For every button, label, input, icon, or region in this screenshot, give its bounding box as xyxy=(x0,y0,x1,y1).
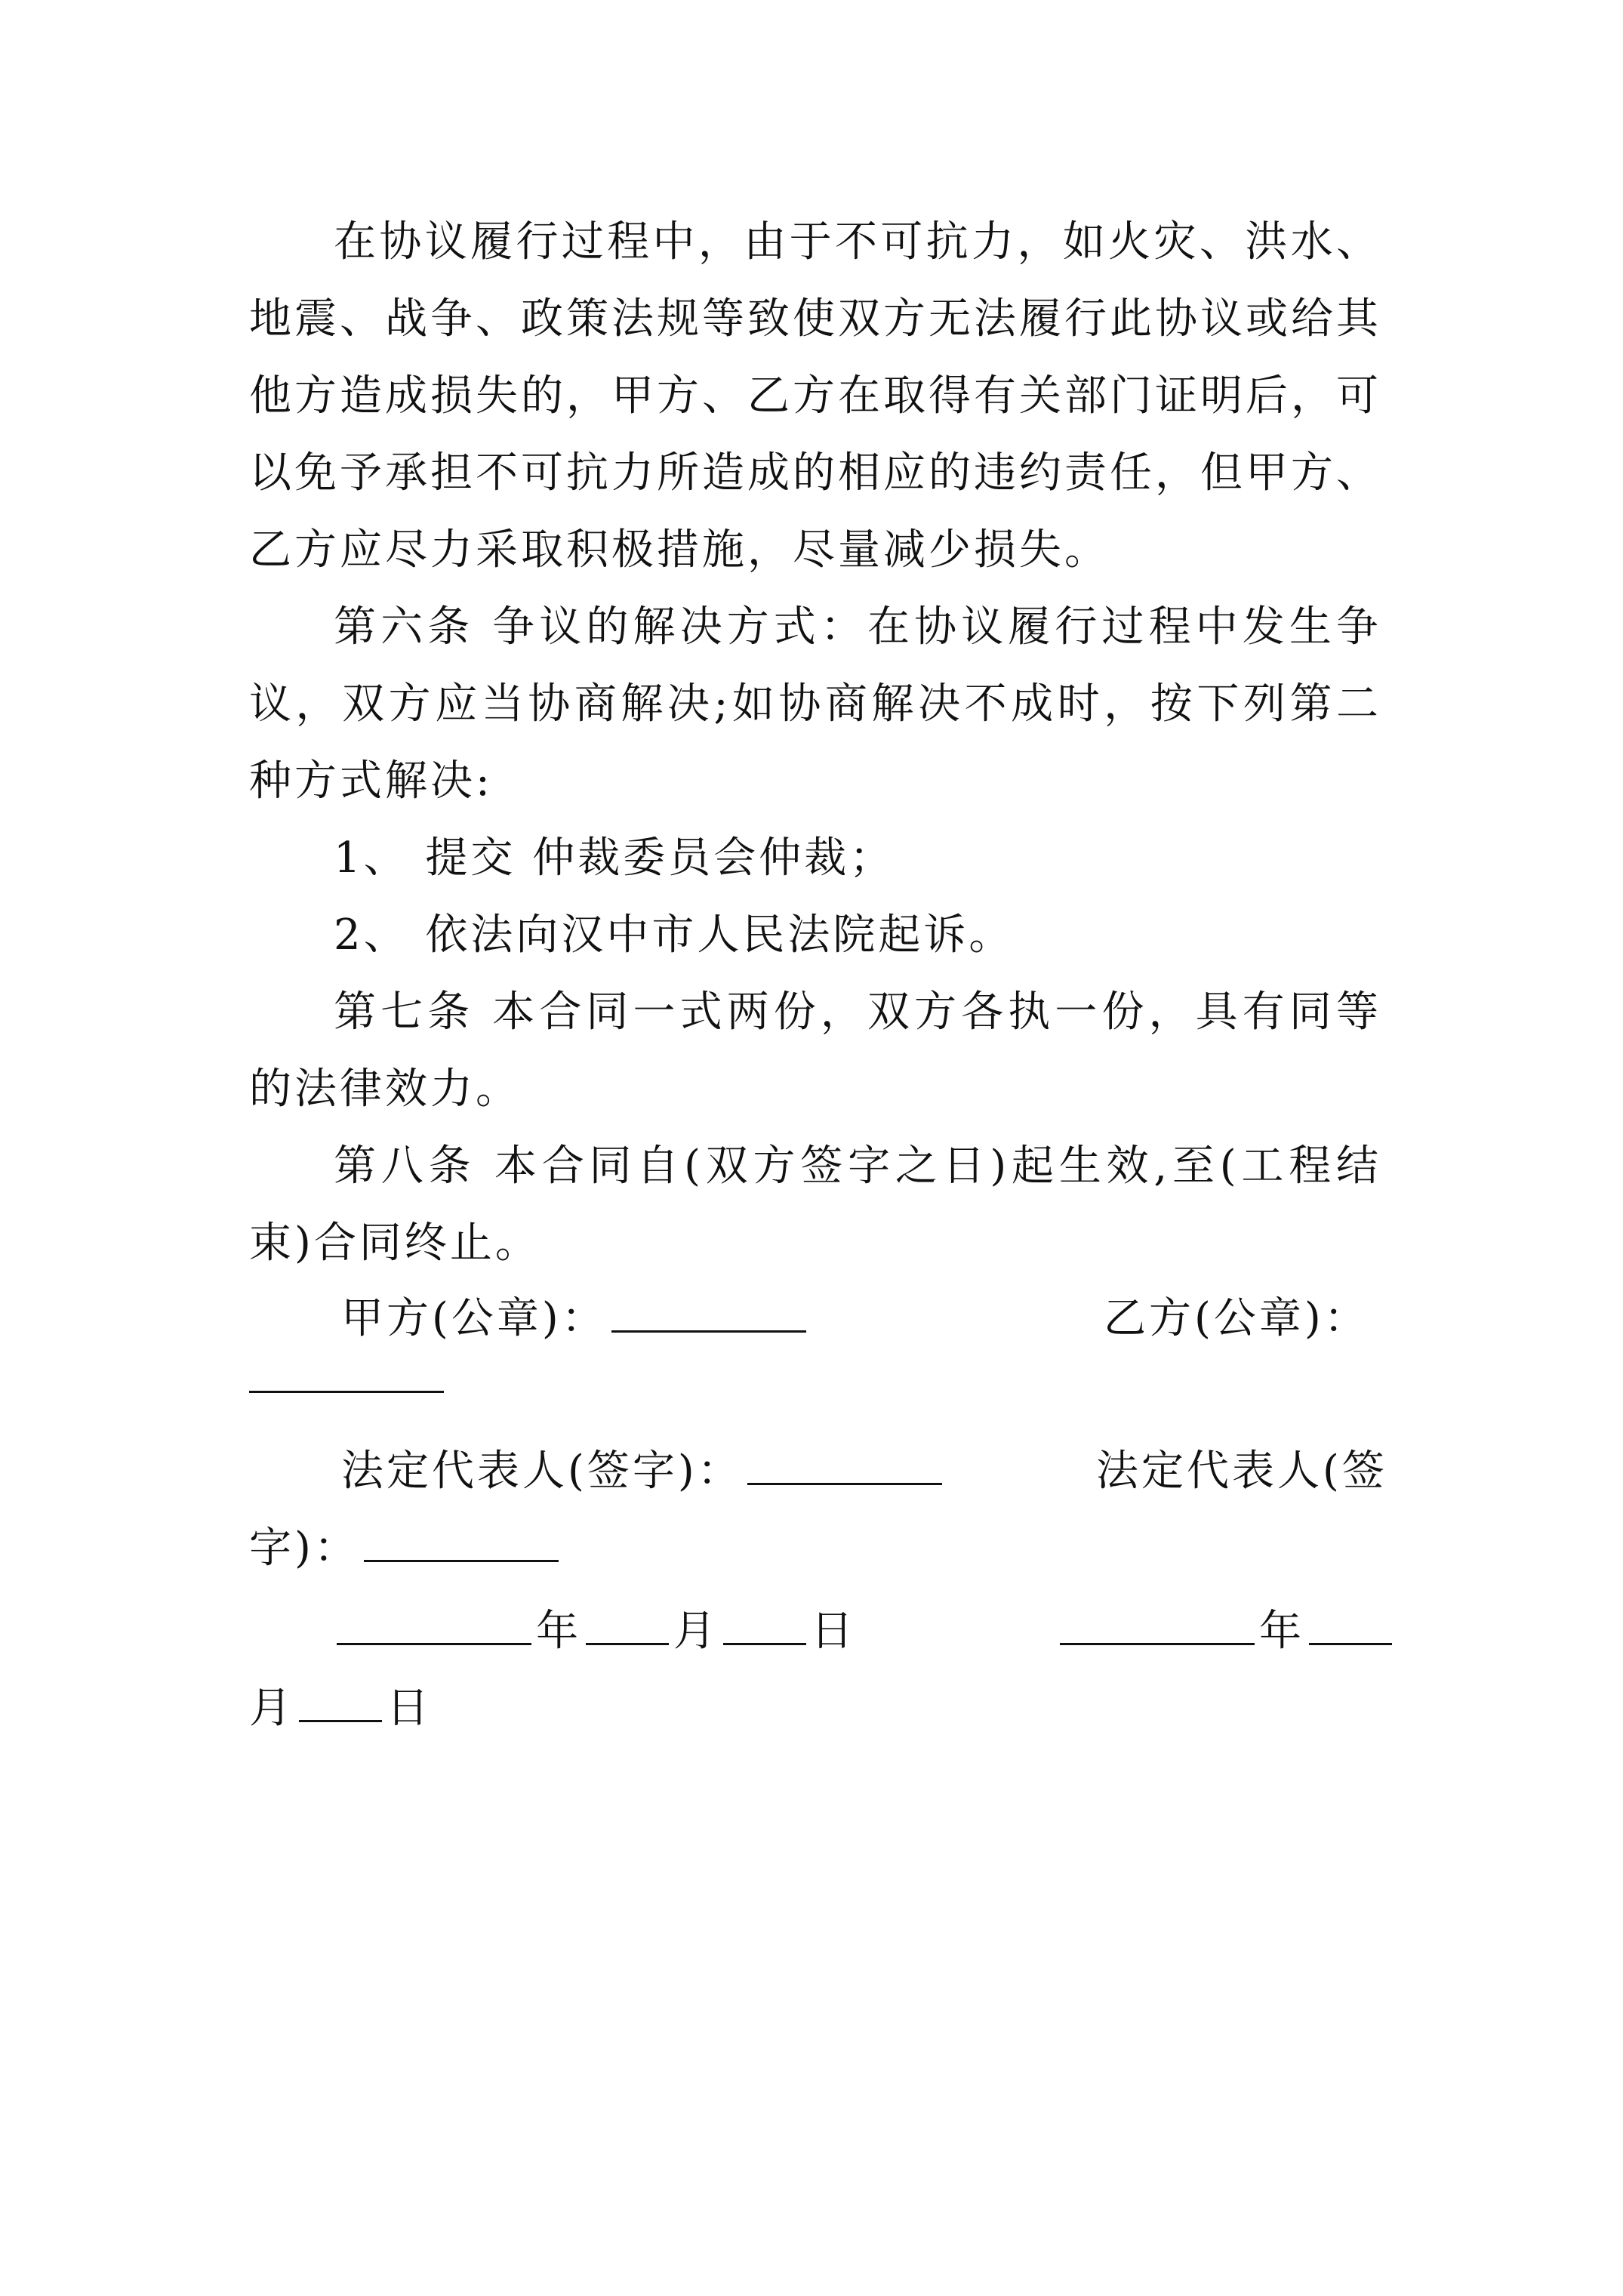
date-b-year-label: 年 xyxy=(1259,1607,1304,1656)
date-b-month-blank xyxy=(1309,1598,1392,1645)
date-b-year-blank xyxy=(1060,1598,1255,1645)
party-a-seal-blank xyxy=(611,1285,806,1333)
date-a-month-blank xyxy=(586,1598,669,1645)
date-a-month-label: 月 xyxy=(673,1607,719,1656)
article-seven-paragraph: 第七条 本合同一式两份，双方各执一份，具有同等的法律效力。 xyxy=(249,988,1381,1114)
party-b-seal-label: 乙方(公章)： xyxy=(1104,1294,1369,1343)
date-b-month-label: 月 xyxy=(249,1684,294,1733)
rep-b-label-line1: 法定代表人(签 xyxy=(1096,1447,1387,1496)
date-a-row xyxy=(332,1593,856,1670)
rep-a-blank xyxy=(747,1438,942,1485)
rep-b-label-line2: 字)： xyxy=(249,1524,359,1573)
rep-a-label: 法定代表人(签字)： xyxy=(341,1447,743,1496)
dispute-option-2: 2、 依法向汉中市人民法院起诉。 xyxy=(334,911,1015,960)
date-a-year-blank xyxy=(337,1598,531,1645)
date-a-day-blank xyxy=(723,1598,806,1645)
force-majeure-paragraph: 在协议履行过程中，由于不可抗力，如火灾、洪水、地震、战争、政策法规等致使双方无法履行此协议或给其他方造成损失的，甲方、乙方在取得有关部门证明后，可以免予承担不可抗力所造成的相应的违约责任，但甲方、乙方应尽力采取积极措施，尽量减少损失。 xyxy=(249,217,1381,575)
date-b-row-1 xyxy=(1055,1593,1397,1670)
article-six-paragraph: 第六条 争议的解决方式：在协议履行过程中发生争议，双方应当协商解决;如协商解决不成时，按下列第二种方式解决: xyxy=(249,603,1381,806)
rep-b-blank xyxy=(364,1515,559,1562)
date-a-year-label: 年 xyxy=(536,1607,581,1656)
date-b-row-2 xyxy=(249,1670,432,1747)
party-b-seal-row xyxy=(245,1341,448,1418)
date-b-day-blank xyxy=(299,1675,382,1722)
rep-b-row xyxy=(249,1510,563,1587)
party-a-seal-label: 甲方(公章)： xyxy=(341,1294,607,1343)
date-b-day-label: 日 xyxy=(387,1684,432,1733)
party-b-seal-blank xyxy=(249,1345,444,1393)
article-eight-paragraph: 第八条 本合同自(双方签字之日)起生效,至(工程结束)合同终止。 xyxy=(249,1142,1381,1268)
dispute-option-1: 1、 提交 仲裁委员会仲裁； xyxy=(334,834,895,883)
date-a-day-label: 日 xyxy=(811,1607,856,1656)
rep-a-row xyxy=(341,1433,947,1510)
